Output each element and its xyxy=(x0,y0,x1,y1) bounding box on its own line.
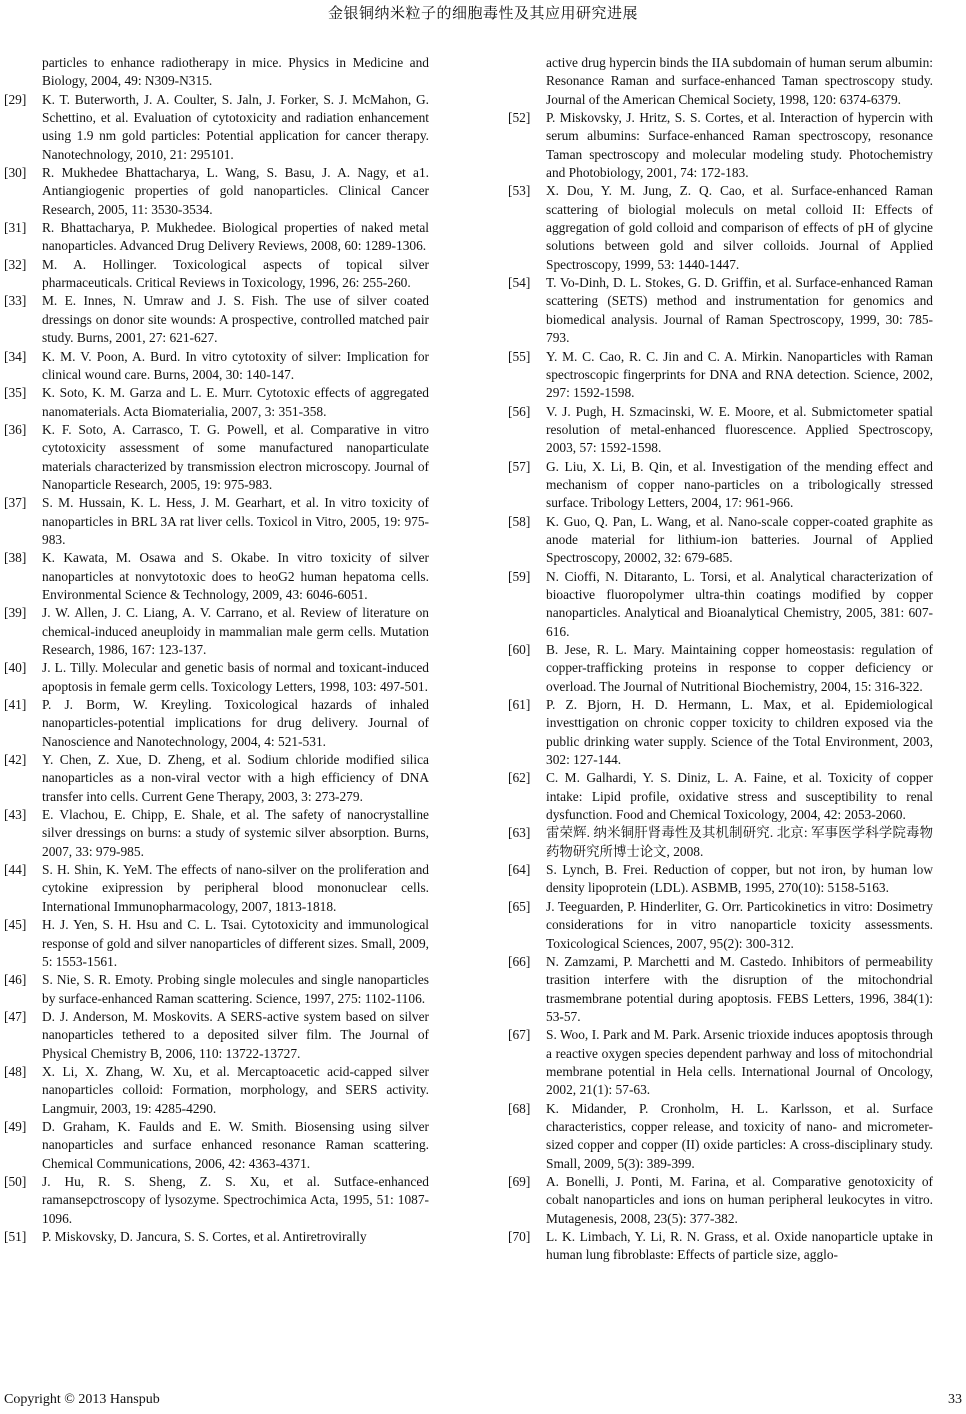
reference-number: [59] xyxy=(508,568,531,584)
reference-entry xyxy=(4,421,429,494)
reference-text: 雷荣辉. 纳米铜肝肾毒性及其机制研究. 北京: 军事医学科学院毒物药物研究所博士论文, 2008. xyxy=(546,825,933,859)
reference-number: [51] xyxy=(4,1229,27,1244)
reference-text: K. Guo, Q. Pan, L. Wang, et al. Nano-scale copper-coated graphite as anode material for lithium-ion batteries. Journal of Applied Spectroscopy, 20002, 32: 679-685. xyxy=(546,513,933,566)
reference-text: C. M. Galhardi, Y. S. Diniz, L. A. Faine, et al. Toxicity of copper intake: Lipid profile, oxidative stress and susceptibility to renal dysfunction. Food and Chemical Toxicology, 2004, 42: 2053-2060. xyxy=(546,770,933,823)
reference-text: B. Jese, R. L. Mary. Maintaining copper homeostasis: regulation of copper-trafficking proteins in response to copper deficiency or overload. The Journal of Nutritional Biochemistry, 2004, 15: 316-322. xyxy=(546,642,933,694)
reference-number: [58] xyxy=(508,513,531,529)
reference-text: R. Bhattacharya, P. Mukhedee. Biological properties of naked metal nanoparticles. Advanced Drug Delivery Reviews, 2008, 60: 1289-1306. xyxy=(42,220,429,254)
reference-number: [41] xyxy=(4,697,27,713)
reference-text: S. M. Hussain, K. L. Hess, J. M. Gearhart, et al. In vitro toxicity of nanoparticles in BRL 3A rat liver cells. Toxicol in Vitro, 2005, 19: 975-983. xyxy=(42,495,429,547)
reference-number: [33] xyxy=(4,293,27,309)
reference-number: [30] xyxy=(4,165,27,181)
reference-entry xyxy=(4,256,429,293)
reference-number: [67] xyxy=(508,1027,531,1043)
page-number: 33 xyxy=(948,1392,962,1407)
reference-text: P. Miskovsky, D. Jancura, S. S. Cortes, et al. Antiretrovirally xyxy=(42,1229,367,1244)
reference-number: [31] xyxy=(4,220,27,236)
reference-number: [57] xyxy=(508,458,531,474)
reference-entry xyxy=(508,348,933,403)
reference-text: S. Nie, S. R. Emoty. Probing single molecules and single nanoparticles by surface-enhanced Raman scattering. Science, 1997, 275: 1102-1106. xyxy=(42,972,429,1006)
reference-entry xyxy=(4,751,429,806)
reference-text: R. Mukhedee Bhattacharya, L. Wang, S. Basu, J. A. Nagy, et a1. Antiangiogenic properties of gold nanoparticles. Clinical Cancer Research, 2005, 11: 3530-3534. xyxy=(42,165,429,217)
reference-text: V. J. Pugh, H. Szmacinski, W. E. Moore, et al. Submictometer spatial resolution of metal-enhanced fluorescence. Applied Spectroscopy, 2003, 57: 1592-1598. xyxy=(546,403,933,456)
reference-entry xyxy=(508,274,933,347)
reference-number: [52] xyxy=(508,110,531,126)
reference-entry xyxy=(508,696,933,769)
reference-number: [45] xyxy=(4,917,27,933)
reference-entry xyxy=(4,1118,429,1173)
reference-number: [60] xyxy=(508,642,531,657)
reference-text: X. Li, X. Zhang, W. Xu, et al. Mercaptoacetic acid-capped silver nanoparticles colloid: Formation, morphology, and SERS activity. Langmuir, 2003, 19: 4285-4290. xyxy=(42,1063,429,1116)
reference-entry xyxy=(508,1100,933,1173)
reference-number: [54] xyxy=(508,275,531,291)
reference-number: [55] xyxy=(508,348,531,364)
reference-entry xyxy=(4,916,429,971)
reference-number: [70] xyxy=(508,1229,531,1244)
reference-text: S. Lynch, B. Frei. Reduction of copper, but not iron, by human low density lipoprotein (LDL). ASBMB, 1995, 270(10): 5158-5163. xyxy=(546,862,933,896)
reference-text: J. Teeguarden, P. Hinderliter, G. Orr. Particokinetics in vitro: Dosimetry considerations for in vitro nanoparticle toxicity assessments. Toxicological Sciences, 2007, 95(2): 300-312. xyxy=(546,898,933,951)
reference-entry xyxy=(4,806,429,861)
reference-entry xyxy=(4,91,429,164)
reference-text: P. Miskovsky, J. Hritz, S. S. Cortes, et al. Interaction of hypercin with serum albumins: Surface-enhanced Raman spectroscopy, resonance Taman spectroscopy and molecular modeling study. Photochemistry and Photobiology, 2001, 74: 172-183. xyxy=(546,110,933,181)
reference-number: [38] xyxy=(4,550,27,566)
reference-entry xyxy=(508,769,933,824)
reference-number: [40] xyxy=(4,660,27,676)
reference-continuation: active drug hypercin binds the IIA subdomain of human serum albumin: Resonance Raman and surface-enhanced Taman spectroscopy study. Journal of the American Chemical Society, 1998, 120: 6374-6379. xyxy=(546,55,933,107)
reference-number: [47] xyxy=(4,1008,27,1024)
reference-entry xyxy=(4,1063,429,1118)
reference-entry xyxy=(4,971,429,1008)
reference-number: [49] xyxy=(4,1118,27,1134)
reference-number: [48] xyxy=(4,1063,27,1079)
reference-entry xyxy=(4,1228,429,1246)
reference-text: T. Vo-Dinh, D. L. Stokes, G. D. Griffin, et al. Surface-enhanced Raman scattering (SETS) method and instrumentation for genomics and biomedical analysis. Journal of Raman Spectroscopy, 1999, 30: 785-793. xyxy=(546,275,933,346)
reference-number: [66] xyxy=(508,953,531,969)
reference-text: J. L. Tilly. Molecular and genetic basis of normal and toxicant-induced apoptosis in female germ cells. Toxicology Letters, 1998, 103: 497-501. xyxy=(42,660,429,694)
reference-text: X. Dou, Y. M. Jung, Z. Q. Cao, et al. Surface-enhanced Raman scattering of biologial moleculs on metal colloid II: Effects of aggregation of gold colloid and comparison of effects of pH of glycine solutions between gold and silver colloids. Journal of Applied Spectroscopy, 1999, 53: 1440-1447. xyxy=(546,183,933,272)
reference-entry xyxy=(508,953,933,1026)
reference-entry xyxy=(4,861,429,916)
reference-number: [68] xyxy=(508,1100,531,1116)
reference-entry xyxy=(508,513,933,568)
reference-text: K. Kawata, M. Osawa and S. Okabe. In vitro toxicity of silver nanoparticles at nonvytotoxic does to heoG2 human hepatoma cells. Environmental Science & Technology, 2009, 43: 6046-6051. xyxy=(42,550,429,602)
reference-text: K. M. V. Poon, A. Burd. In vitro cytotoxity of silver: Implication for clinical wound care. Burns, 2004, 30: 140-147. xyxy=(42,348,429,382)
reference-text: H. J. Yen, S. H. Hsu and C. L. Tsai. Cytotoxicity and immunological response of gold and silver nanoparticles of different sizes. Small, 2009, 5: 1553-1561. xyxy=(42,917,429,969)
reference-text: P. Z. Bjorn, H. D. Hermann, L. Max, et al. Epidemiological investtigation on chronic copper toxicity to children exposed via the public drinking water supply. Science of the Total Environment, 2003, 302: 127-144. xyxy=(546,697,933,768)
reference-entry xyxy=(508,898,933,953)
reference-text: A. Bonelli, J. Ponti, M. Farina, et al. Comparative genotoxicity of cobalt nanoparticles and ions on human peripheral leukocytes in vitro. Mutagenesis, 2008, 23(5): 377-382. xyxy=(546,1173,933,1226)
reference-number: [53] xyxy=(508,183,531,199)
reference-entry xyxy=(4,1173,429,1228)
reference-number: [32] xyxy=(4,256,27,272)
reference-entry xyxy=(508,109,933,182)
reference-number: [63] xyxy=(508,825,531,841)
running-header: 金银铜纳米粒子的细胞毒性及其应用研究进展 xyxy=(327,4,638,22)
references-column-left xyxy=(4,54,429,1246)
reference-text: K. F. Soto, A. Carrasco, T. G. Powell, et al. Comparative in vitro cytotoxicity assessment of some manufactured nanoparticulate materials characterized by transmission electron microscopy. Journal of Nanoparticle Research, 2005, 19: 975-983. xyxy=(42,421,429,492)
reference-text: P. J. Borm, W. Kreyling. Toxicological hazards of inhaled nanoparticles-potential implications for drug delivery. Journal of Nanoscience and Nanotechnology, 2004, 4: 521-531. xyxy=(42,697,429,749)
reference-text: J. W. Allen, J. C. Liang, A. V. Carrano, et al. Review of literature on chemical-induced aneuploidy in mammalian male germ cells. Mutation Research, 1986, 167: 123-137. xyxy=(42,605,429,657)
reference-text: L. K. Limbach, Y. Li, R. N. Grass, et al. Oxide nanoparticle uptake in human lung fibroblaste: Effects of particle size, agglo- xyxy=(546,1229,933,1263)
reference-number: [35] xyxy=(4,385,27,401)
reference-entry xyxy=(4,696,429,751)
reference-entry xyxy=(4,219,429,256)
reference-number: [62] xyxy=(508,770,531,786)
reference-number: [37] xyxy=(4,495,27,511)
reference-text: D. J. Anderson, M. Moskovits. A SERS-active system based on silver nanoparticles tethered to a deposited silver film. The Journal of Physical Chemistry B, 2006, 110: 13722-13727. xyxy=(42,1008,429,1061)
reference-entry xyxy=(508,568,933,641)
reference-entry xyxy=(4,549,429,604)
reference-entry xyxy=(508,1173,933,1228)
reference-entry xyxy=(4,292,429,347)
reference-entry xyxy=(4,384,429,421)
reference-entry xyxy=(508,1026,933,1099)
reference-entry xyxy=(4,348,429,385)
reference-entry xyxy=(508,641,933,696)
reference-text: Y. M. C. Cao, R. C. Jin and C. A. Mirkin. Nanoparticles with Raman spectroscopic fingerprints for DNA and RNA detection. Science, 2002, 297: 1592-1598. xyxy=(546,348,933,401)
reference-text: S. H. Shin, K. YeM. The effects of nano-silver on the proliferation and cytokine exipression by peripheral blood mononuclear cells. International Immunopharmacology, 2007, 1813-1818. xyxy=(42,862,429,914)
reference-text: G. Liu, X. Li, B. Qin, et al. Investigation of the mending effect and mechanism of copper nano-particles on a tribologically stressed surface. Tribology Letters, 2004, 17: 961-966. xyxy=(546,458,933,511)
reference-text: M. A. Hollinger. Toxicological aspects of topical silver pharmaceuticals. Critical Reviews in Toxicology, 1996, 26: 255-260. xyxy=(42,256,429,291)
reference-number: [29] xyxy=(4,91,27,107)
copyright-footer: Copyright © 2013 Hanspub xyxy=(4,1392,160,1407)
reference-number: [69] xyxy=(508,1173,531,1189)
reference-entry xyxy=(4,604,429,659)
reference-entry xyxy=(508,403,933,458)
reference-number: [46] xyxy=(4,972,27,988)
reference-number: [65] xyxy=(508,898,531,914)
reference-text: K. T. Buterworth, J. A. Coulter, S. Jaln, J. Forker, S. J. McMahon, G. Schettino, et al. Evaluation of cytotoxicity and radiation enhancement using 1.9 nm gold particles: Potential application for cancer therapy. Nanotechnology, 2010, 21: 295101. xyxy=(42,91,429,162)
reference-entry xyxy=(508,861,933,898)
reference-number: [64] xyxy=(508,862,531,878)
reference-entry xyxy=(508,824,933,861)
reference-text: K. Soto, K. M. Garza and L. E. Murr. Cytotoxic effects of aggregated nanomaterials. Acta Biomaterialia, 2007, 3: 351-358. xyxy=(42,385,429,419)
reference-number: [39] xyxy=(4,605,27,621)
reference-number: [61] xyxy=(508,697,531,713)
reference-entry xyxy=(508,182,933,274)
reference-entry xyxy=(508,1228,933,1265)
reference-entry xyxy=(4,494,429,549)
references-column-right xyxy=(508,54,933,1265)
reference-text: N. Cioffi, N. Ditaranto, L. Torsi, et al. Analytical characterization of bioactive fluoropolymer ultra-thin coatings modified by copper nanoparticles. Analytical and Bioanalytical Chemistry, 2005, 381: 607-616. xyxy=(546,568,933,639)
reference-entry xyxy=(508,458,933,513)
reference-text: N. Zamzami, P. Marchetti and M. Castedo. Inhibitors of permeability trasition interfere with the disruption of the mitochondrial trasmembrane potential during apoptosis. FEBS Letters, 1996, 384(1): 53-57. xyxy=(546,953,933,1024)
reference-text: M. E. Innes, N. Umraw and J. S. Fish. The use of silver coated dressings on donor site wounds: A prospective, controlled matched pair study. Burns, 2001, 27: 621-627. xyxy=(42,293,429,346)
reference-text: S. Woo, I. Park and M. Park. Arsenic trioxide induces apoptosis through a reactive oxygen species dependent parhway and loss of mitochondrial membrane potential in Hela cells. International Journal of Oncology, 2002, 21(1): 57-63. xyxy=(546,1027,933,1098)
reference-entry xyxy=(4,659,429,696)
reference-entry xyxy=(4,164,429,219)
reference-number: [44] xyxy=(4,862,27,878)
reference-text: K. Midander, P. Cronholm, H. L. Karlsson, et al. Surface characteristics, copper release, and toxicity of nano- and micrometer-sized copper and copper (II) oxide particles: A cross-disciplinary study. Small, 2009, 5(3): 389-399. xyxy=(546,1100,933,1171)
reference-number: [36] xyxy=(4,421,27,437)
reference-number: [50] xyxy=(4,1173,27,1189)
reference-text: D. Graham, K. Faulds and E. W. Smith. Biosensing using silver nanoparticles and surface enhanced resonance Raman scattering. Chemical Communications, 2006, 42: 4363-4371. xyxy=(42,1118,429,1171)
reference-number: [56] xyxy=(508,403,531,419)
reference-number: [34] xyxy=(4,348,27,364)
reference-text: Y. Chen, Z. Xue, D. Zheng, et al. Sodium chloride modified silica nanoparticles as a non-viral vector with a high efficiency of DNA transfer into cells. Current Gene Therapy, 2003, 3: 273-279. xyxy=(42,752,429,804)
reference-text: J. Hu, R. S. Sheng, Z. S. Xu, et al. Sutface-enhanced ramansepctroscopy of lysozyme. Spectrochimica Acta, 1995, 51: 1087-1096. xyxy=(42,1173,429,1226)
reference-entry xyxy=(4,1008,429,1063)
reference-number: [42] xyxy=(4,752,27,768)
reference-number: [43] xyxy=(4,807,27,823)
reference-continuation: particles to enhance radiotherapy in mice. Physics in Medicine and Biology, 2004, 49: N309-N315. xyxy=(42,55,429,89)
reference-text: E. Vlachou, E. Chipp, E. Shale, et al. The safety of nanocrystalline silver dressings on burns: a study of systemic silver absorption. Burns, 2007, 33: 979-985. xyxy=(42,807,429,859)
